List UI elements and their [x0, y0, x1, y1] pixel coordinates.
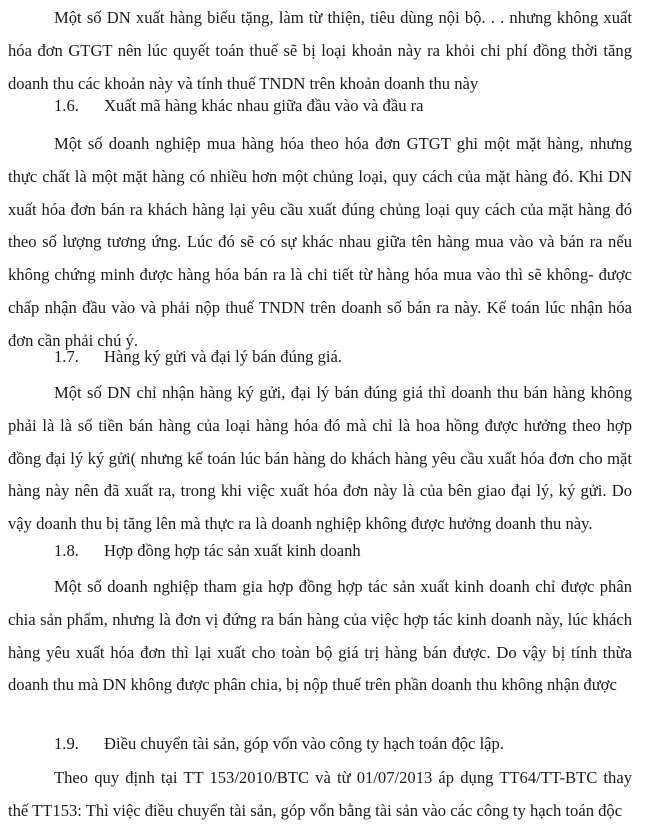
- heading-number: 1.8.: [54, 541, 79, 560]
- paragraph-intro: Một số DN xuất hàng biếu tặng, làm từ thiện, tiêu dùng nội bộ. . . nhưng không xuất hóa đơn GTGT nên lúc quyết toán thuế sẽ bị loại khoản này ra khỏi chi phí đồng thời tăng doanh thu các khoản này và tính thuế TNDN trên khoản doanh thu này: [8, 8, 632, 93]
- paragraph-1-8: Một số doanh nghiệp tham gia hợp đồng hợp tác sản xuất kinh doanh chỉ được phân chia sản phẩm, nhưng là đơn vị đứng ra bán hàng của việc hợp tác kinh doanh này, lúc khách hàng yêu xuất hóa đơn thì lại xuất cho toàn bộ giá trị hàng bán được. Do vậy bị tính thừa doanh thu mà DN không được phân chia, bị nộp thuế trên phần doanh thu không nhận được: [8, 577, 632, 695]
- heading-title: Xuất mã hàng khác nhau giữa đầu vào và đầu ra: [104, 96, 424, 115]
- heading-number: 1.9.: [54, 734, 79, 753]
- paragraph-1-9: Theo quy định tại TT 153/2010/BTC và từ 01/07/2013 áp dụng TT64/TT-BTC thay thế TT153: Thì việc điều chuyển tài sản, góp vốn bằng tài sản vào các công ty hạch toán độc: [8, 768, 632, 820]
- heading-title: Hàng ký gửi và đại lý bán đúng giá.: [104, 347, 343, 366]
- heading-title: Điều chuyển tài sản, góp vốn vào công ty hạch toán độc lập.: [104, 734, 504, 753]
- heading-title: Hợp đồng hợp tác sản xuất kinh doanh: [104, 541, 361, 560]
- heading-1-6: [54, 90, 424, 123]
- paragraph-1-7: Một số DN chỉ nhận hàng ký gửi, đại lý bán đúng giá thì doanh thu bán hàng không phải là là số tiền bán hàng của loại hàng hóa đó mà chỉ là hoa hồng được hưởng theo hợp đồng đại lý ký gửi( nhưng kế toán lúc bán hàng do khách hàng yêu cầu xuất hóa đơn cho mặt hàng này nên đã xuất ra, trong khi việc xuất hóa đơn này là của bên giao đại lý, ký gửi. Do vậy doanh thu bị tăng lên mà thực ra là doanh nghiệp không được hưởng doanh thu này.: [8, 383, 632, 534]
- heading-1-7: [54, 341, 342, 374]
- heading-1-9: [54, 728, 504, 761]
- heading-1-8: [54, 535, 361, 568]
- heading-number: 1.7.: [54, 347, 79, 366]
- paragraph-1-6: Một số doanh nghiệp mua hàng hóa theo hóa đơn GTGT ghi một mặt hàng, nhưng thực chất là một mặt hàng có nhiều hơn một chủng loại, quy cách của mặt hàng đó. Khi DN xuất hóa đơn bán ra khách hàng lại yêu cầu xuất đúng chủng loại quy cách của mặt hàng đó theo số lượng tương ứng. Lúc đó sẽ có sự khác nhau giữa tên hàng mua vào và bán ra nếu không chứng minh được hàng hóa bán ra là chi tiết từ hàng hóa mua vào thì sẽ không- được chấp nhận đầu vào và phải nộp thuế TNDN trên doanh số bán ra này. Kế toán lúc nhận hóa đơn cần phải chú ý.: [8, 134, 632, 350]
- heading-number: 1.6.: [54, 96, 79, 115]
